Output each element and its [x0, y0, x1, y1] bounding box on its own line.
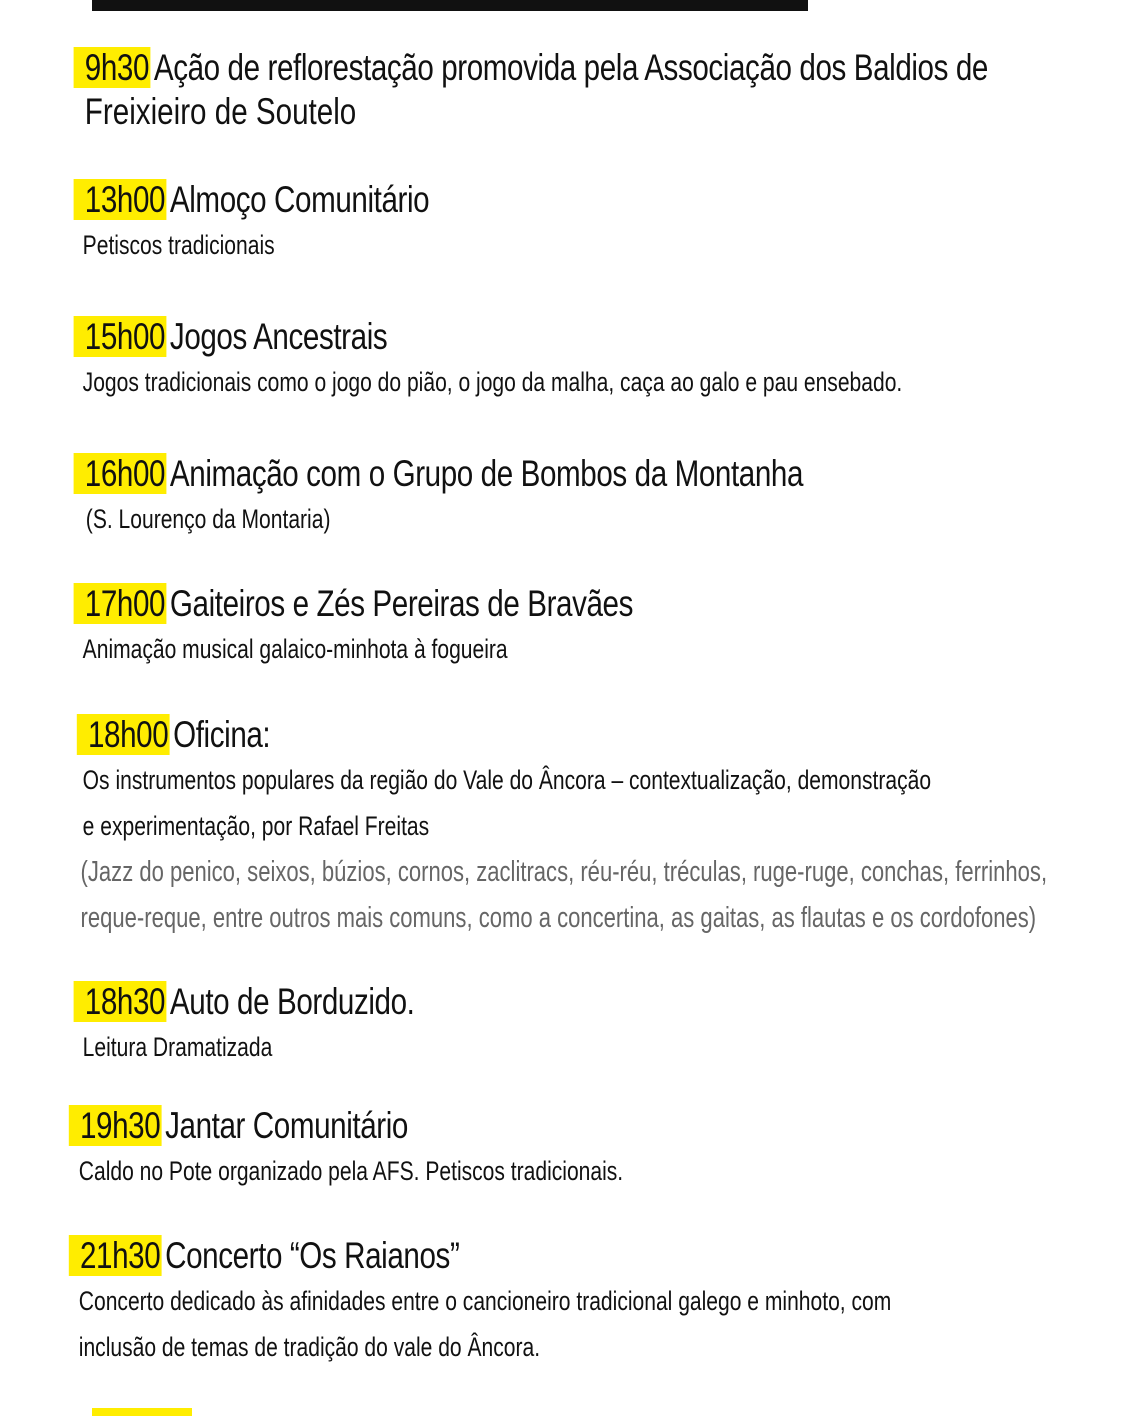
- event-desc: Leitura Dramatizada: [82, 1032, 273, 1062]
- event-1830: [0, 980, 1133, 1070]
- event-title: Auto de Borduzido.: [169, 981, 415, 1022]
- event-time: 16h00: [74, 453, 167, 494]
- event-desc: Jogos tradicionais como o jogo do pião, o jogo da malha, caça ao galo e pau ensebado.: [82, 367, 903, 397]
- event-title-line: [0, 1234, 906, 1278]
- event-time: 21h30: [69, 1235, 162, 1276]
- event-desc: Caldo no Pote organizado pela AFS. Petiscos tradicionais.: [78, 1156, 624, 1186]
- event-title-line: [0, 980, 906, 1024]
- event-title-line: [0, 1104, 906, 1148]
- event-title-line: [0, 452, 906, 496]
- event-title-line: [0, 46, 988, 90]
- event-title: Jantar Comunitário: [165, 1105, 408, 1146]
- event-desc: Animação musical galaico-minhota à fogueira: [82, 634, 508, 664]
- event-desc-line: Concerto dedicado às afinidades entre o cancioneiro tradicional galego e minhoto, com: [78, 1286, 892, 1316]
- event-time: 17h00: [74, 583, 167, 624]
- event-note-line: (Jazz do penico, seixos, búzios, cornos, zaclitracs, réu-réu, tréculas, ruge-ruge, conchas, ferrinhos,: [80, 856, 1048, 888]
- event-time: 15h00: [74, 316, 167, 357]
- event-title: Jogos Ancestrais: [169, 316, 388, 357]
- event-1500: [0, 315, 1133, 405]
- event-title: Concerto “Os Raianos”: [165, 1235, 460, 1276]
- event-title-line: [0, 315, 906, 359]
- event-time: 18h00: [77, 714, 170, 755]
- event-1700: [0, 582, 1133, 672]
- event-title: Ação de reflorestação promovida pela Associação dos Baldios de: [153, 47, 988, 88]
- event-desc: Petiscos tradicionais: [82, 230, 275, 260]
- event-title: Gaiteiros e Zés Pereiras de Bravães: [169, 583, 634, 624]
- event-title-cont: Freixieiro de Soutelo: [84, 91, 357, 132]
- event-title: Almoço Comunitário: [169, 179, 430, 220]
- event-1800: [0, 713, 1133, 941]
- event-time: 19h30: [69, 1105, 162, 1146]
- event-note-line: reque-reque, entre outros mais comuns, como a concertina, as gaitas, as flautas e os cordofones): [80, 902, 1037, 934]
- event-title-line: [0, 713, 906, 757]
- event-2130: [0, 1234, 1133, 1370]
- event-title-line: [0, 178, 906, 222]
- event-desc-line: inclusão de temas de tradição do vale do Âncora.: [78, 1332, 541, 1362]
- event-1600: [0, 452, 1133, 542]
- event-title-line: [0, 582, 906, 626]
- event-title: Oficina:: [173, 714, 271, 755]
- event-0930: [0, 46, 1133, 134]
- event-desc: (S. Lourenço da Montaria): [85, 504, 331, 534]
- event-desc-line: e experimentação, por Rafael Freitas: [82, 811, 430, 841]
- event-desc-line: Os instrumentos populares da região do Vale do Âncora – contextualização, demonstração: [82, 765, 932, 795]
- event-title: Animação com o Grupo de Bombos da Montanha: [169, 453, 804, 494]
- next-event-time-highlight: [92, 1408, 192, 1416]
- header-bar: [92, 0, 808, 11]
- event-time: 18h30: [74, 981, 167, 1022]
- event-1930: [0, 1104, 1133, 1194]
- event-time: 13h00: [74, 179, 167, 220]
- event-1300: [0, 178, 1133, 268]
- event-time: 9h30: [74, 47, 151, 88]
